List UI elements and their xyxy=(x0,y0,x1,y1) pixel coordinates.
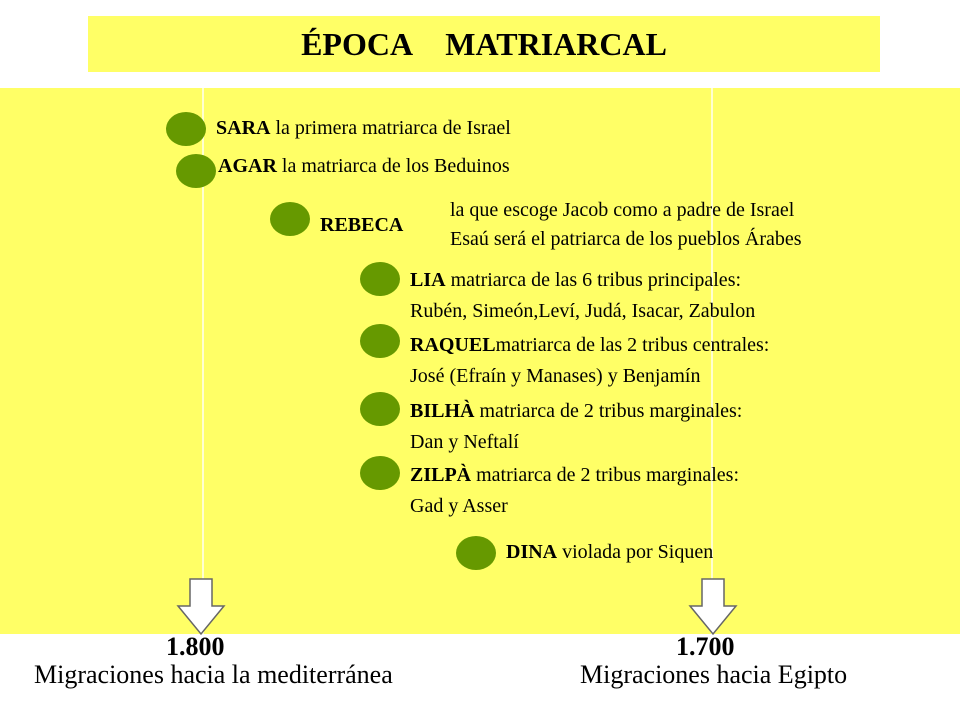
year-right: 1.700 xyxy=(676,632,735,661)
entry-rebeca-desc xyxy=(450,196,802,254)
entry-desc: matriarca de 2 tribus marginales: xyxy=(476,464,739,486)
entry-name: DINA xyxy=(506,541,558,563)
year-left: 1.800 xyxy=(166,632,225,661)
entry-name: SARA xyxy=(216,117,271,139)
entry-bilha xyxy=(410,396,742,458)
entry-sara xyxy=(216,116,511,140)
agar-marker-icon xyxy=(176,154,216,188)
entry-desc: matriarca de las 6 tribus principales: xyxy=(450,269,742,291)
entry-name: AGAR xyxy=(218,155,277,177)
entry-desc: matriarca de 2 tribus marginales: xyxy=(479,400,743,422)
entry-zilpa xyxy=(410,460,739,522)
diagram-title: ÉPOCA MATRIARCAL xyxy=(301,25,667,62)
dina-marker-icon xyxy=(456,536,496,570)
zilpa-marker-icon xyxy=(360,456,400,490)
raquel-marker-icon xyxy=(360,324,400,358)
entry-desc: matriarca de las 2 tribus centrales: xyxy=(495,334,770,356)
rebeca-marker-icon xyxy=(270,202,310,236)
entry-agar xyxy=(218,154,510,178)
entry-name: BILHÀ xyxy=(410,400,475,422)
entry-name: LIA xyxy=(410,269,446,291)
entry-raquel xyxy=(410,330,769,392)
entry-dina xyxy=(506,540,713,564)
arrow-down-right-icon xyxy=(688,578,738,636)
bilha-marker-icon xyxy=(360,392,400,426)
arrow-down-left-icon xyxy=(176,578,226,636)
entry-name: REBECA xyxy=(320,214,404,236)
entry-desc-line2: Esaú será el patriarca de los pueblos Árabes xyxy=(450,228,802,250)
migration-right-label: Migraciones hacia Egipto xyxy=(580,660,848,689)
entry-name: ZILPÀ xyxy=(410,464,472,486)
entry-name: RAQUEL xyxy=(410,334,496,356)
migration-left-label: Migraciones hacia la mediterránea xyxy=(34,660,393,689)
sara-marker-icon xyxy=(166,112,206,146)
entry-desc-line2: Gad y Asser xyxy=(410,495,508,517)
entry-desc: la matriarca de los Beduinos xyxy=(281,155,510,177)
entry-desc: la primera matriarca de Israel xyxy=(275,117,511,139)
entry-desc: violada por Siquen xyxy=(562,541,714,563)
entry-lia xyxy=(410,265,755,327)
entry-rebeca-name xyxy=(320,213,403,237)
title-banner xyxy=(88,16,880,72)
entry-desc-line1: la que escoge Jacob como a padre de Israel xyxy=(450,199,795,221)
entry-desc-line2: Dan y Neftalí xyxy=(410,431,519,453)
entry-desc-line2: Rubén, Simeón,Leví, Judá, Isacar, Zabulon xyxy=(410,300,756,322)
lia-marker-icon xyxy=(360,262,400,296)
entry-desc-line2: José (Efraín y Manases) y Benjamín xyxy=(410,365,701,387)
